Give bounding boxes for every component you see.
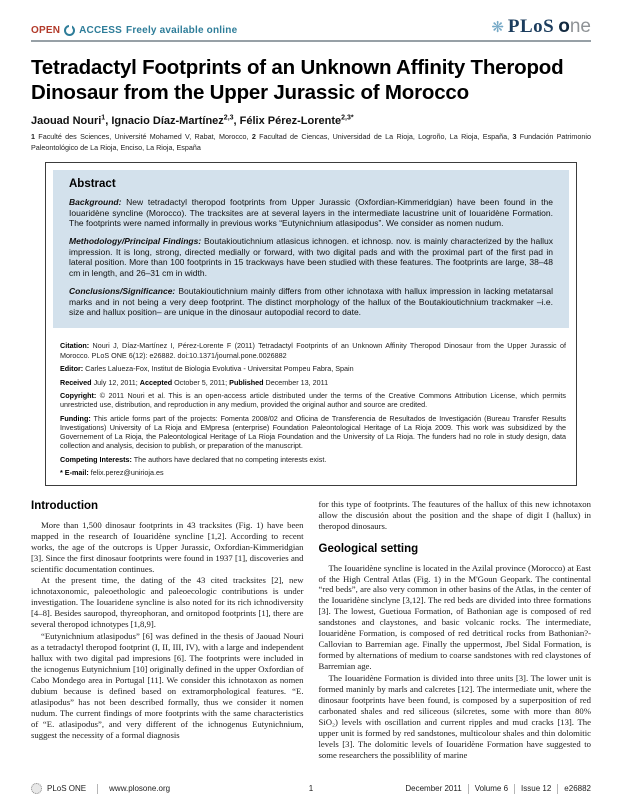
footer-divider: [514, 784, 515, 794]
abstract-heading: Abstract: [69, 177, 116, 190]
plos-one-logo: [491, 16, 591, 38]
geology-paragraph: The Iouaridène Formation is divided into three units [3]. The lower unit is formed maninly by marls and calcretes [12]. The intermediate unit, where the dinosaur footprints have been found, is composed by a superposition of red carbonated shales and red siliceous (silcretes, some with more than 80% SiO₂) levels with oscillation and current ripples and mud cracks [13]. The upper unit is formed by red sandstones, multicolour shales and thin dolomitic levels [3]. The dolomitic levels of Iouaridène Formation have suggested to some researchers the possiblility of marine: [318, 673, 591, 760]
abstract-background: Background: New tetradactyl theropod footprints from Upper Jurassic (Oxfordian-Kimmeridgian) have been found in the Iouaridène syncline (Morocco). The tracksites are at several layers in the intermediate lacustrine unit of Iouaridène Formation. The footprints were named informally in previous works “Eutynichnium atlasipodus”. We consider as nomen nudum.: [69, 196, 553, 229]
citation-row: Citation: Nouri J, Díaz-Martínez I, Pérez-Lorente F (2011) Tetradactyl Footprints of an Unknown Affinity Theropod Dinosaur from the Upper Jurassic of Morocco. PLoS ONE 6(12): e26882. doi:10.1371/journal.pone.0026882: [60, 341, 566, 360]
affiliations: 1 Faculté des Sciences, Université Mohamed V, Rabat, Morocco, 2 Facultad de Ciencas, Universidad de La Rioja, Logroño, La Rioja, España, 3 Fundación Patrimonio Paleontológico de La Rioja, Enciso, La Rioja, España: [31, 132, 591, 152]
copyright-row: Copyright: © 2011 Nouri et al. This is an open-access article distributed under the terms of the Creative Commons Attribution License, which permits unrestricted use, distribution, and reproduction in any medium, provided the original author and source are credited.: [60, 391, 566, 410]
abstract-methodology: Methodology/Principal Findings: Boutakioutichnium atlasicus ichnogen. et ichnosp. nov. is mainly characterized by the hallux impression. It is long, strong, directed medially or forward, with two digital pads and with the proximal part of the first pad in lateral position. More than 100 footprints in 15 trackways have been studied with these features. The footprints are large, 38–48 cm in length, and 26–31 cm in width.: [69, 236, 554, 279]
footer-journal-name: PLoS ONE: [47, 784, 87, 793]
email-row: * E-mail: felix.perez@unirioja.es: [60, 468, 164, 478]
footer-date: December 2011: [405, 784, 462, 793]
email-link[interactable]: felix.perez@unirioja.es: [88, 468, 164, 478]
left-column: [31, 499, 304, 762]
right-column: [319, 499, 592, 762]
page-number: 1: [308, 784, 314, 793]
article-metadata: [46, 335, 576, 485]
intro-paragraph: At the present time, the dating of the 43 cited tracksites [2], new ichnotaxonomic, paleoethologic and paleoecologic contributions is under investigation. The Iouaridene syncline is also noted for its rich ichnodiversity [4–8]. Besides sauropod, thyreophoran, and ornitopod footprints [1], there are several theropod ichnotypes [1,8,9].: [31, 575, 304, 630]
footer-divider: [557, 784, 558, 794]
abstract-conclusions: Conclusions/Significance: Boutakioutichnium mainly differs from other ichnotaxa with hallux impression in lacking metatarsal marks and in not being a very deep footprint. The distinct morphology of the hallux of the Boutakioutichnium trackmaker –i.e. size and hallux position– are unique in the dinosaur autopodial record to date.: [69, 285, 553, 318]
open-access-icon: [64, 25, 75, 36]
freely-available-label: Freely available online: [126, 25, 238, 36]
author: Félix Pérez-Lorente$^{2,3*}$: [239, 114, 354, 128]
access-label: ACCESS: [79, 25, 123, 36]
abstract-section: [53, 170, 569, 328]
plos-one-ne: ne: [569, 16, 591, 37]
geological-setting-heading: Geological setting: [318, 543, 419, 556]
plos-sphere-icon: ❋: [491, 18, 504, 36]
intro-paragraph: “Eutynichnium atlasipodus” [6] was defined in the thesis of Jaouad Nouri as a tetradactyl theropod footprint (I, II, III, IV), with a large and independent hallux with two digital pad impresions [6]. The footprints were included in the icnogenus Eutynichnium [10] originally defined in the upper Oxfordian of Cabo Mondego area in Portugal [11]. We consider this ichnotaxon as nomen dubium because is defined based on extramorphological features. “E. atlasipodus” has not been described formally, thus we consider it nomen nudum. The current findings of more footprints with the same characteristics of “E. atlasipodus”, and very different of the ichnogenus Eutynichnium, suggest the necessity of a formal diagnosis: [31, 631, 304, 740]
footer-issue: Issue 12: [521, 784, 552, 793]
footer-eid: e26882: [564, 784, 591, 793]
header-divider: [31, 40, 591, 42]
footer-divider: [97, 784, 98, 794]
plos-logo-text: PLoS: [507, 16, 555, 37]
dates-row: Received July 12, 2011; Accepted October 5, 2011; Published December 13, 2011: [60, 377, 329, 387]
footer-issue-info: [405, 784, 591, 794]
footer-journal: [31, 783, 170, 794]
footer-divider: [468, 784, 469, 794]
abstract-metadata-box: [45, 162, 577, 486]
open-label: OPEN: [31, 25, 61, 36]
author-line: [31, 114, 591, 127]
footer-volume: Volume 6: [474, 784, 509, 793]
funding-row: Funding: This article forms part of the projects: Fomenta 2008/02 and Oficina de Transferencia de Resultados de Investigación (Bureau Transfer Results Investigations) University of La Rioja and EMpresa (enterprise) Foundation Paleontological Heritage of La Rioja 2009. This work was subsidized by the Governement of La Rioja, the Paleontological Heritage of La Rioja Foundation and the University of La Rioja. The funders had no role in study design, data collection and analysis, decision to publish, or preparation of the manuscript.: [60, 413, 566, 451]
plos-one-o: o: [558, 16, 570, 37]
page-footer: [31, 783, 591, 794]
continuation-paragraph: for this type of footprints. The feautures of the hallux of this new ichnotaxon allow the discusión about the position and the shape of digit I (hallux) in theropod dinosaurs.: [318, 499, 591, 532]
competing-interests-row: Competing Interests: The authors have declared that no competing interests exist.: [60, 454, 327, 464]
footer-url[interactable]: www.plosone.org: [109, 784, 171, 793]
body-columns: [31, 499, 591, 762]
intro-paragraph: More than 1,500 dinosaur footprints in 43 tracksites (Fig. 1) have been mapped in the research of Iouaridène syncline [1,2]. According to recent works, the age of the outcrops is Upper Jurassic, Oxfordian-Kimmeridgian [3]. Since the first dinosaur footprints were found in 1937 [1], discoveries and scientific documentation continues.: [31, 519, 304, 574]
introduction-heading: Introduction: [31, 500, 99, 513]
plos-footer-icon: [31, 783, 42, 794]
editor-row: Editor: Carles Lalueza-Fox, Institut de Biologia Evolutiva - Universitat Pompeu Fabra, Spain: [60, 364, 354, 374]
geology-paragraph: The Iouaridène syncline is located in the Azilal province (Morocco) at East of the High Central Atlas (Fig. 1) in the M'Goun Geopark. The continental “red beds”, are also very common in other basins of the Atlas, in the center of the Iouaridène sinclyne [3,12]. The red beds are divided into three formations [3]. The lowest, Guetioua Formation, of Bathonian age is composed of red sandstones and claystones, and basic volcanic rocks. The intermediate, Iouaridène Formation, is composed of red detritical rocks from Bathonian?-Callovian to Barremian age. Finally the uppermost, Jbel Sidal Formation, is formed by alternations of medium to coarse sandstones with red claystones of Barremian age.: [318, 562, 591, 672]
page-header: [31, 16, 591, 38]
open-access-banner: [31, 25, 237, 38]
page-title: Tetradactyl Footprints of an Unknown Affinity Theropod Dinosaur from the Upper Jurassic of Morocco: [31, 56, 564, 105]
author: Ignacio Díaz-Martínez$^{2,3}$,: [111, 114, 240, 128]
author: Jaouad Nouri$^1$,: [31, 114, 112, 128]
